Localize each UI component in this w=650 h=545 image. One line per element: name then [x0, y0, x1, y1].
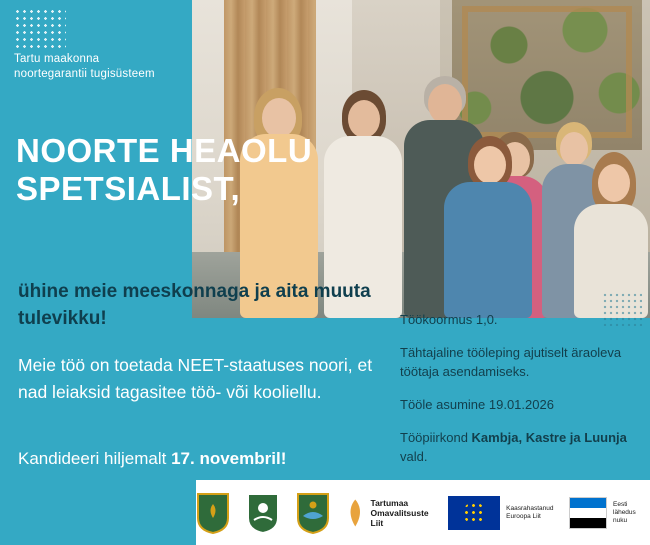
brand-line-2: noortegarantii tugisüsteem — [14, 68, 155, 80]
estonia-logo-line-2: lähedus nuku — [613, 508, 636, 524]
eu-logo-text — [506, 505, 553, 521]
job-detail-area-prefix: Tööpiirkond — [400, 430, 472, 445]
estonia-logo-text — [613, 501, 644, 525]
photo-person-5 — [438, 136, 534, 318]
photo-person-7-head — [598, 164, 630, 202]
eu-logo-line-2: Euroopa Liit — [506, 512, 541, 520]
deadline-prefix: Kandideeri hiljemalt — [18, 449, 172, 468]
job-detail-contract: Tähtajaline tööleping ajutiselt äraoleva töötaja asendamiseks. — [400, 345, 622, 379]
deadline-date: 17. novembril! — [171, 449, 287, 468]
brand-line-1: Tartu maakonna — [14, 53, 100, 65]
footer-logo-bar — [0, 480, 650, 545]
photo-person-2-head — [348, 100, 380, 138]
job-detail-area-value: Kambja, Kastre ja Luunja — [471, 430, 627, 445]
job-details-panel — [400, 310, 650, 480]
job-detail-area — [400, 428, 650, 466]
decorative-dots-top — [14, 8, 66, 52]
brand-title — [14, 52, 155, 82]
kastre-crest-icon — [246, 492, 280, 534]
photo-person-5-body — [444, 182, 532, 318]
tartumaa-logo-line-2: Omavalitsuste Liit — [370, 507, 429, 528]
estonia-logo-line-1: Eesti — [613, 500, 628, 508]
eu-stars-icon — [463, 502, 485, 524]
job-detail-workload: Töökoormus 1,0. — [400, 312, 498, 327]
job-detail-start-date: Tööle asumine 19.01.2026 — [400, 397, 554, 412]
leaf-icon — [346, 496, 365, 530]
deadline-text — [18, 448, 388, 470]
luunja-crest-icon — [296, 492, 330, 534]
tartumaa-logo-text — [371, 498, 433, 528]
job-detail-area-suffix: vald. — [400, 449, 428, 464]
kambja-crest-icon — [196, 492, 230, 534]
eu-funding-logo — [448, 496, 553, 530]
subheadline: ühine meie meeskonnaga ja aita muuta tulevikku! — [18, 281, 371, 329]
footer-teal-block — [0, 480, 196, 545]
photo-person-3-head — [428, 84, 462, 124]
eu-logo-line-1: Kaasrahastanud — [506, 504, 554, 512]
estonia-logo — [569, 497, 644, 529]
estonia-flag-icon — [569, 497, 607, 529]
tartumaa-logo — [346, 496, 432, 530]
page-title: NOORTE HEAOLU SPETSIALIST, — [16, 132, 313, 207]
tartumaa-logo-line-1: Tartumaa — [370, 497, 409, 508]
photo-person-5-head — [474, 146, 506, 184]
eu-flag-icon — [448, 496, 500, 530]
body-text: Meie töö on toetada NEET-staatuses noori, et nad leiaksid tagasitee töö- või kooliellu. — [18, 355, 373, 402]
